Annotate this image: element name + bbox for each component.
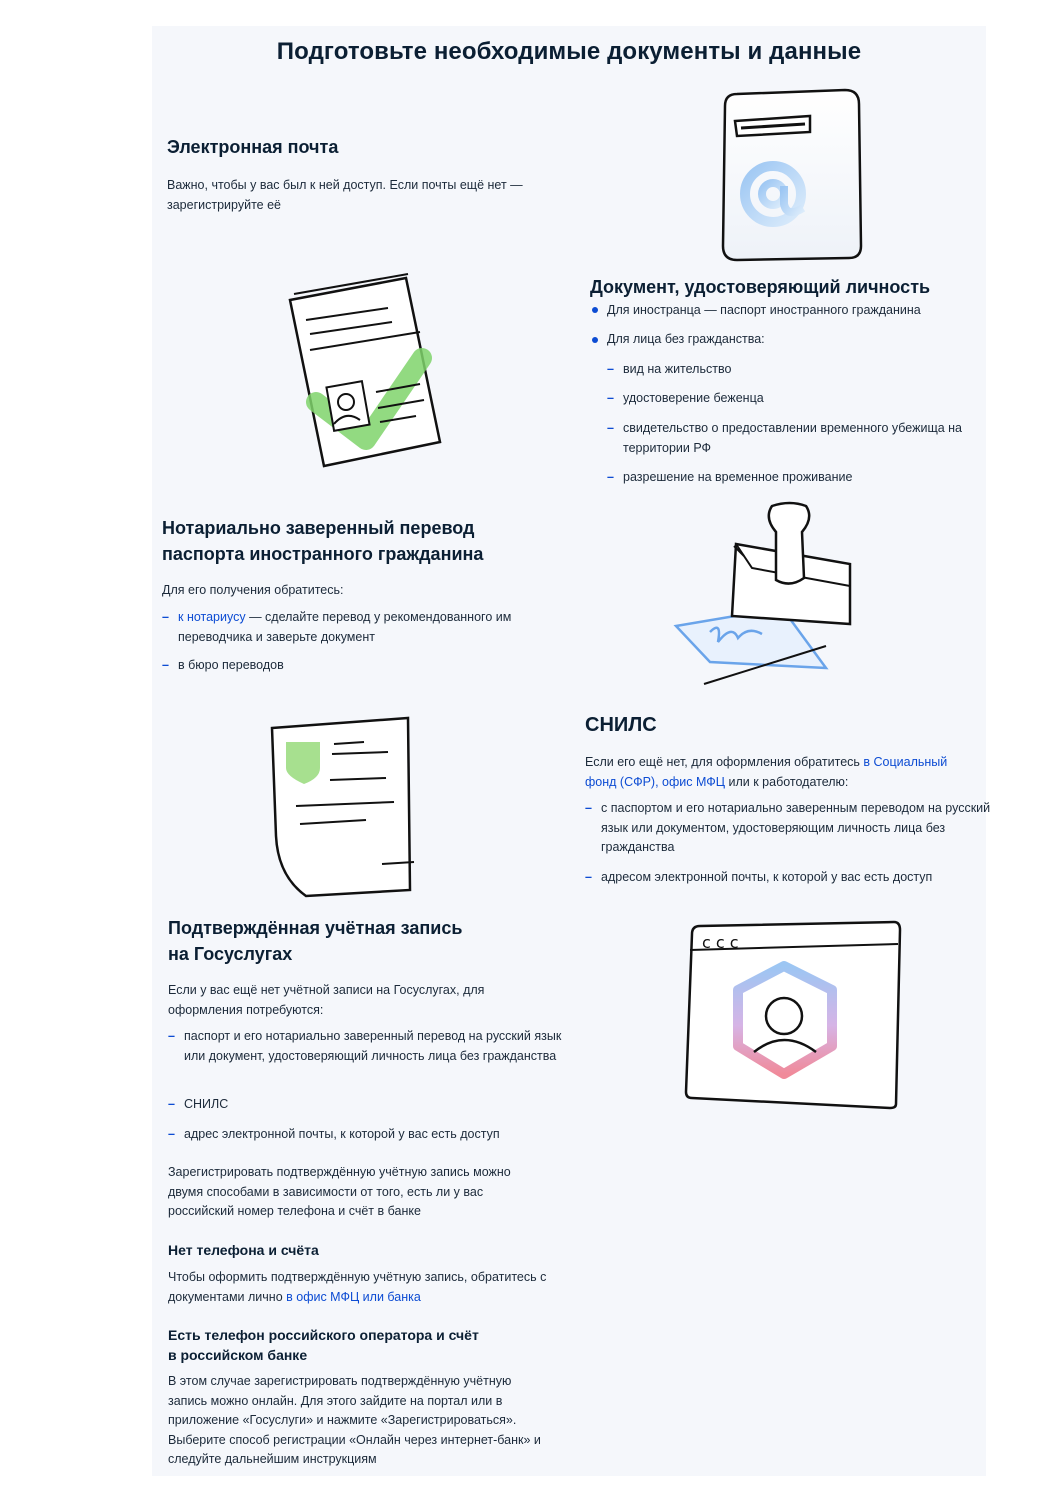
identity-subitem: – удостоверение беженца — [607, 391, 764, 405]
register-text: Зарегистрировать подтверждённую учётную запись можно двумя способами в зависимости от того, есть ли у вас российский номер телефона и счёт в банке — [168, 1165, 511, 1218]
gosuslugi-item: – СНИЛС — [168, 1097, 229, 1111]
passport-check-icon — [288, 272, 448, 472]
gosuslugi-intro: Если у вас ещё нет учётной записи на Госуслугах, для оформления потребуются: — [168, 983, 485, 1017]
notary-link[interactable]: к нотариусу — [178, 610, 246, 624]
identity-item-stateless: Для лица без гражданства: — [607, 332, 765, 346]
has-phone-text: В этом случае зарегистрировать подтверждённую учётную запись можно онлайн. Для этого зайдите на портал или в приложение «Госуслуги» и нажмите «Зарегистрироваться». Выберите способ регистрации «Онлайн через интернет-банк» и следуйте дальнейшим инструкциям — [168, 1374, 541, 1466]
document-shield-icon — [268, 716, 428, 900]
email-text: Важно, чтобы у вас был к ней доступ. Если почты ещё нет — зарегистрируйте её — [167, 178, 523, 212]
sfr-mfc-link[interactable]: в Социальный фонд (СФР), офис МФЦ — [585, 755, 948, 789]
bullet-dot — [592, 307, 598, 313]
stamp-icon — [672, 498, 862, 690]
has-phone-heading: Есть телефон российского оператора и счёт в российском банке — [168, 1327, 479, 1363]
identity-heading: Документ, удостоверяющий личность — [590, 277, 931, 297]
no-phone-heading: Нет телефона и счёта — [168, 1242, 319, 1258]
mfc-bank-link[interactable]: в офис МФЦ или банка — [286, 1289, 421, 1304]
identity-subitem: – вид на жительство — [607, 362, 732, 376]
gosuslugi-heading: Подтверждённая учётная запись на Госуслугах — [168, 918, 463, 964]
notary-item-notary: – к нотариусу — сделайте перевод у рекомендованного им переводчика и заверьте документ — [162, 610, 512, 644]
snils-heading: СНИЛС — [585, 714, 657, 736]
notary-intro: Для его получения обратитесь: — [162, 583, 344, 597]
svg-text:c c c: c c c — [702, 933, 739, 952]
bullet-dot — [592, 337, 598, 343]
gosuslugi-item: – паспорт и его нотариально заверенный перевод на русский язык или документ, удостоверяющий личность лица без гражданства — [168, 1029, 562, 1063]
notary-item-bureau: – в бюро переводов — [162, 658, 284, 672]
gosuslugi-item: – адрес электронной почты, к которой у вас есть доступ — [168, 1127, 500, 1141]
browser-profile-icon — [684, 920, 904, 1110]
identity-subitem: – свидетельство о предоставлении временного убежища на территории РФ — [607, 421, 963, 455]
identity-subitem: – разрешение на временное проживание — [607, 470, 853, 484]
notary-heading: Нотариально заверенный перевод паспорта иностранного гражданина — [162, 518, 484, 564]
identity-item-foreigner: Для иностранца — паспорт иностранного гражданина — [607, 303, 921, 317]
no-phone-text: Чтобы оформить подтверждённую учётную запись, обратитесь с документами лично в офис МФЦ или банка — [168, 1270, 547, 1304]
snils-item: – с паспортом и его нотариально заверенным переводом на русский язык или документом, удостоверяющим личность лица без гражданства — [585, 801, 991, 854]
email-heading: Электронная почта — [167, 137, 339, 157]
page-title: Подготовьте необходимые документы и данные — [276, 38, 862, 65]
snils-item: – адресом электронной почты, к которой у вас есть доступ — [585, 870, 933, 884]
snils-intro: Если его ещё нет, для оформления обратитесь в Социальный фонд (СФР), офис МФЦ или к работодателю: — [585, 755, 948, 789]
mailbox-at-icon — [715, 86, 875, 266]
